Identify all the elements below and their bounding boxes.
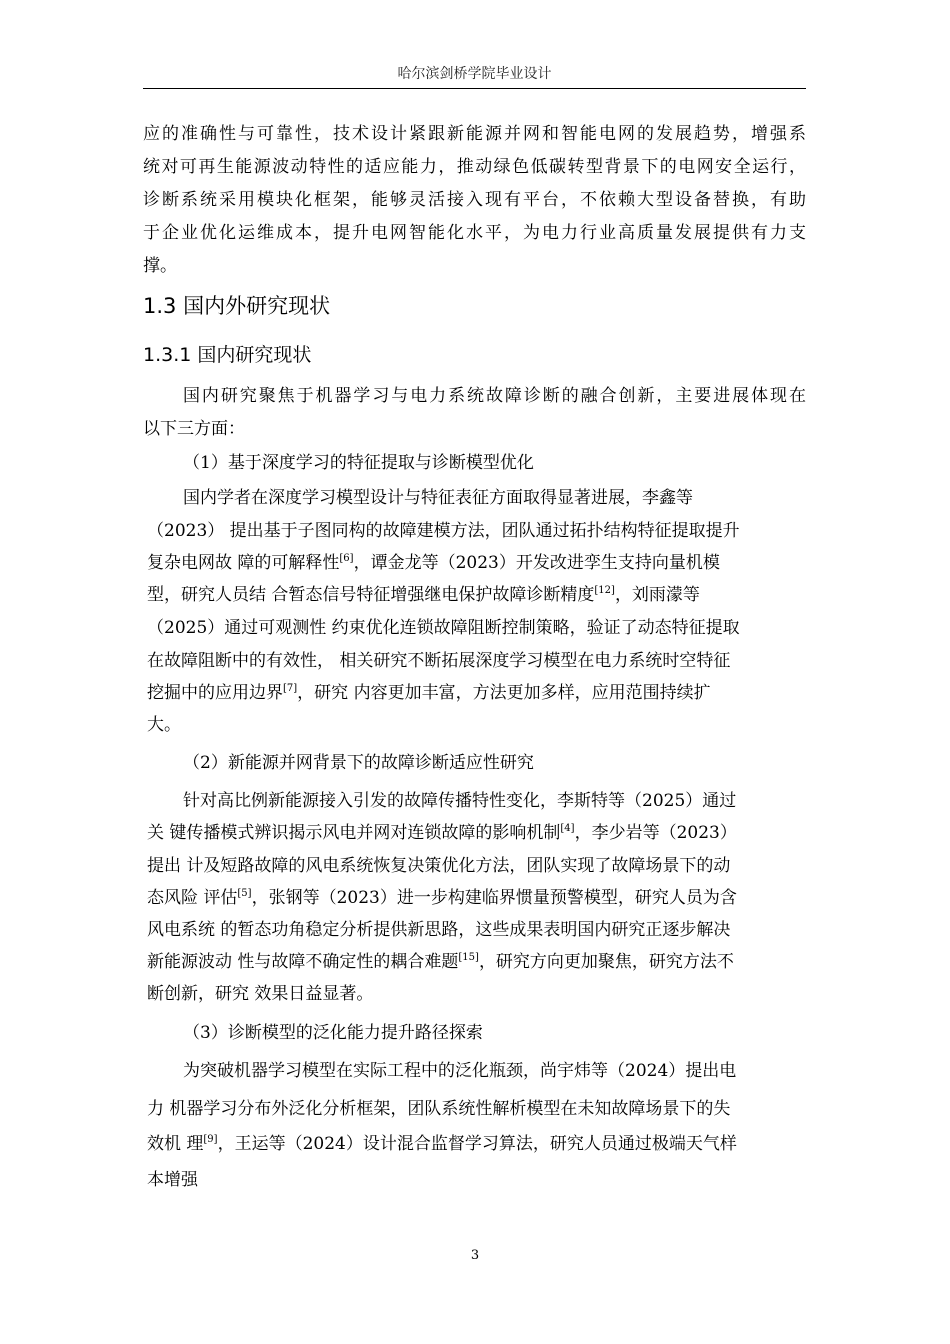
- body-line: 复杂电网故 障的可解释性[6]，谭金龙等（2023）开发改进孪生支持向量机模: [147, 553, 720, 573]
- body-line: 为突破机器学习模型在实际工程中的泛化瓶颈，尚宇炜等（2024）提出电: [183, 1061, 737, 1081]
- body-line: 关 键传播模式辨识揭示风电并网对连锁故障的影响机制[4]，李少岩等（2023）: [147, 823, 737, 843]
- citation-ref: [7]: [283, 683, 298, 694]
- body-line: 针对高比例新能源接入引发的故障传播特性变化，李斯特等（2025）通过: [183, 791, 737, 811]
- body-line: 效机 理[9]，王运等（2024）设计混合监督学习算法，研究人员通过极端天气样: [147, 1134, 737, 1154]
- intro-line: 撑。: [143, 256, 177, 276]
- body-line: 在故障阻断中的有效性， 相关研究不断拓展深度学习模型在电力系统时空特征: [147, 651, 731, 671]
- citation-ref: [5]: [237, 888, 252, 899]
- body-line: 型，研究人员结 合暂态信号特征增强继电保护故障诊断精度[12]，刘雨濛等: [147, 585, 700, 605]
- page-header: 哈尔滨剑桥学院毕业设计: [143, 64, 806, 89]
- section-heading: 1.3 国内外研究现状: [143, 294, 331, 318]
- body-line: 力 机器学习分布外泛化分析框架，团队系统性解析模型在未知故障场景下的失: [147, 1099, 731, 1119]
- overview-line: 以下三方面：: [143, 419, 245, 439]
- item-title: （1）基于深度学习的特征提取与诊断模型优化: [183, 453, 534, 473]
- body-line: 态风险 评估[5]，张钢等（2023）进一步构建临界惯量预警模型，研究人员为含: [147, 888, 737, 908]
- body-line: 挖掘中的应用边界[7]，研究 内容更加丰富，方法更加多样，应用范围持续扩: [147, 683, 711, 703]
- page-number: 3: [470, 1248, 480, 1263]
- body-line: 本增强: [147, 1170, 198, 1190]
- citation-ref: [15]: [458, 952, 479, 963]
- intro-line: 于企业优化运维成本，提升电网智能化水平，为电力行业高质量发展提供有力支: [143, 223, 806, 243]
- item-title: （2）新能源并网背景下的故障诊断适应性研究: [183, 753, 534, 773]
- body-line: （2023） 提出基于子图同构的故障建模方法，团队通过拓扑结构特征提取提升: [147, 521, 740, 541]
- body-line: 大。: [147, 715, 181, 735]
- body-line: 提出 计及短路故障的风电系统恢复决策优化方法，团队实现了故障场景下的动: [147, 856, 731, 876]
- intro-line: 应的准确性与可靠性，技术设计紧跟新能源并网和智能电网的发展趋势，增强系: [143, 124, 806, 144]
- item-title: （3）诊断模型的泛化能力提升路径探索: [183, 1023, 483, 1043]
- body-line: 风电系统 的暂态功角稳定分析提供新思路，这些成果表明国内研究正逐步解决: [147, 920, 731, 940]
- body-line: 新能源波动 性与故障不确定性的耦合难题[15]，研究方向更加聚焦，研究方法不: [147, 952, 734, 972]
- intro-line: 诊断系统采用模块化框架，能够灵活接入现有平台，不依赖大型设备替换，有助: [143, 190, 806, 210]
- subsection-heading: 1.3.1 国内研究现状: [143, 344, 312, 366]
- citation-ref: [12]: [594, 585, 615, 596]
- body-line: （2025）通过可观测性 约束优化连锁故障阻断控制策略，验证了动态特征提取: [147, 618, 740, 638]
- intro-line: 统对可再生能源波动特性的适应能力，推动绿色低碳转型背景下的电网安全运行，: [143, 157, 806, 177]
- citation-ref: [9]: [203, 1134, 218, 1145]
- body-line: 国内学者在深度学习模型设计与特征表征方面取得显著进展，李鑫等: [183, 488, 693, 508]
- citation-ref: [4]: [560, 823, 575, 834]
- overview-line: 国内研究聚焦于机器学习与电力系统故障诊断的融合创新，主要进展体现在: [183, 386, 806, 406]
- citation-ref: [6]: [339, 553, 354, 564]
- body-line: 断创新，研究 效果日益显著。: [147, 984, 374, 1004]
